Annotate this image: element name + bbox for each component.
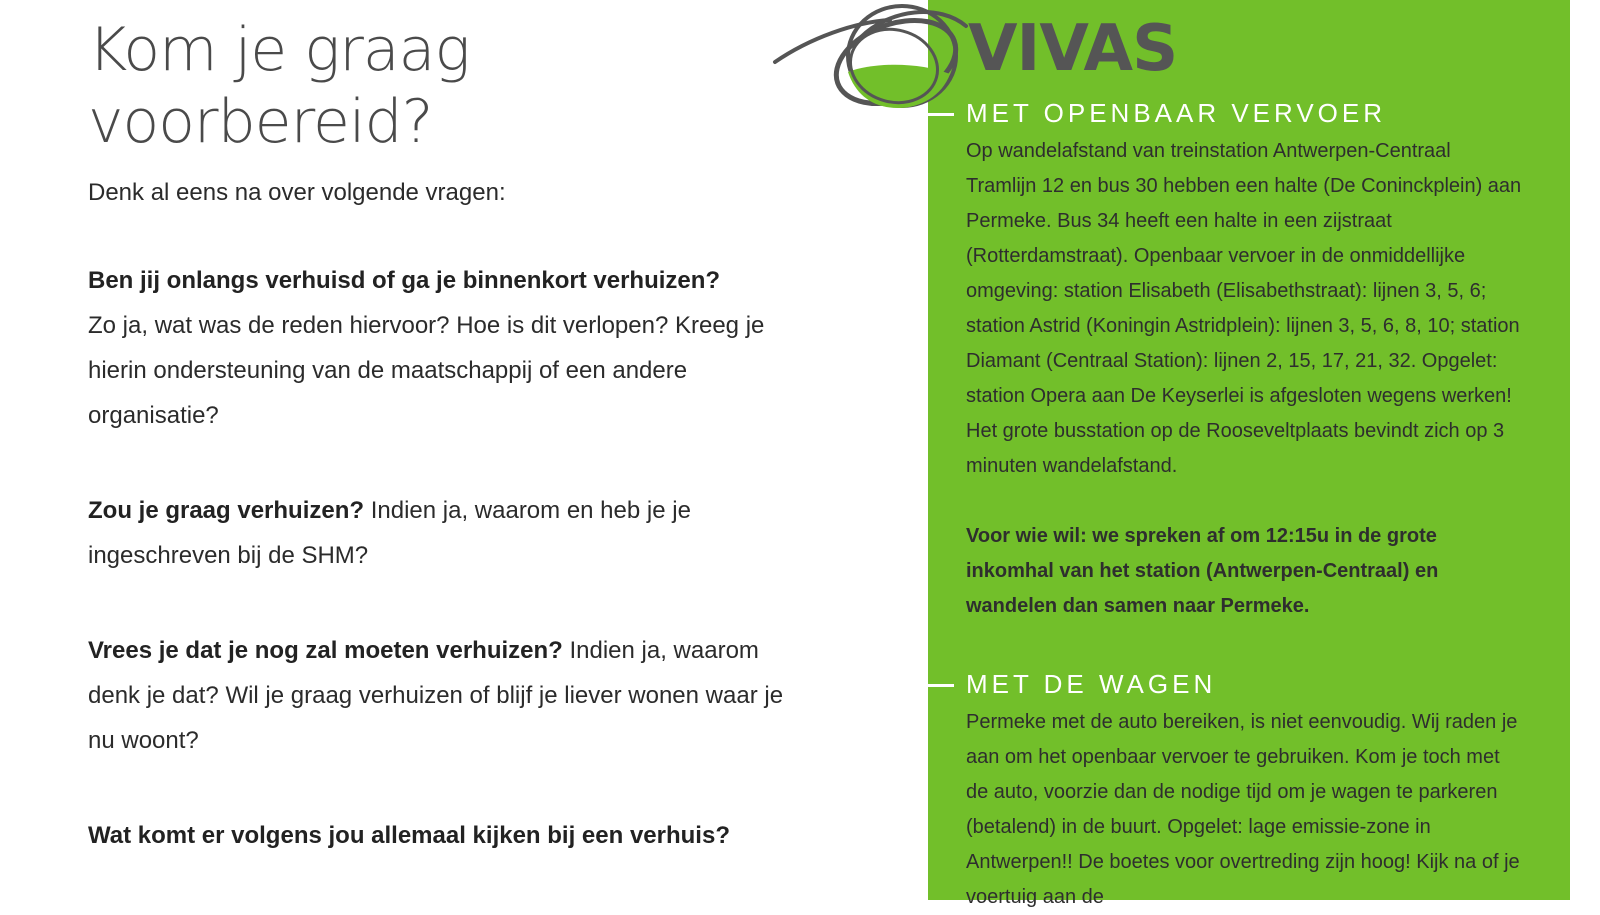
heading-label: MET OPENBAAR VERVOER	[966, 98, 1387, 128]
intro-text: Denk al eens na over volgende vragen:	[88, 179, 506, 206]
heading-dash	[928, 684, 954, 687]
title-line-2: voorbereid?	[88, 87, 433, 157]
left-column	[88, 14, 808, 858]
question-bold: Wat komt er volgens jou allemaal kijken bij een verhuis?	[88, 822, 730, 849]
question-text: Indien ja, waarom denk je dat? Wil je graag verhuizen of blijf je liever wonen waar je nu woont?	[88, 637, 784, 754]
title-line-1: Kom je graag	[88, 15, 470, 85]
page-title	[88, 14, 808, 158]
ov-paragraph: Op wandelafstand van treinstation Antwerpen-Centraal Tramlijn 12 en bus 30 hebben een halte (De Coninckplein) aan Permeke. Bus 34 heeft een halte in een zijstraat (Rotterdamstraat). Openbaar vervoer in de onmiddellijke omgeving: station Elisabeth (Elisabethstraat): lijnen 3, 5, 6; station Astrid (Koningin Astridplein): lijnen 3, 5, 6, 8, 10; station Diamant (Centraal Station): lijnen 2, 15, 17, 21, 32. Opgelet: station Opera aan De Keyserlei is afgesloten wegens werken! Het grote busstation op de Rooseveltplaats bevindt zich op 3 minuten wandelafstand.	[966, 140, 1522, 477]
logo-wordmark: VIVAS	[968, 12, 1178, 86]
question-3	[88, 628, 808, 763]
section-heading-car	[966, 667, 1522, 701]
car-paragraph: Permeke met de auto bereiken, is niet eenvoudig. Wij raden je aan om het openbaar vervoer te gebruiken. Kom je toch met de auto, voorzie dan de nodige tijd om je wagen te parkeren (betalend) in de buurt. Opgelet: lage emissie-zone in Antwerpen!! De boetes voor overtreding zijn hoog! Kijk na of je voertuig aan de	[966, 711, 1520, 908]
question-4	[88, 813, 808, 858]
question-text: Indien ja, waarom en heb je je ingeschreven bij de SHM?	[88, 497, 691, 569]
question-1	[88, 258, 808, 438]
question-2	[88, 488, 808, 578]
ov-meeting-note: Voor wie wil: we spreken af om 12:15u in de grote inkomhal van het station (Antwerpen-Centraal) en wandelen dan samen naar Permeke.	[966, 525, 1439, 617]
info-panel	[928, 0, 1570, 908]
question-bold: Ben jij onlangs verhuisd of ga je binnenkort verhuizen?	[88, 267, 721, 294]
heading-label: MET DE WAGEN	[966, 669, 1217, 699]
question-bold: Zou je graag verhuizen?	[88, 497, 365, 524]
question-text: Zo ja, wat was de reden hiervoor? Hoe is dit verlopen? Kreeg je hierin ondersteuning van de maatschappij of een andere organisatie?	[88, 312, 765, 429]
info-panel-content	[966, 96, 1522, 915]
question-bold: Vrees je dat je nog zal moeten verhuizen?	[88, 637, 563, 664]
